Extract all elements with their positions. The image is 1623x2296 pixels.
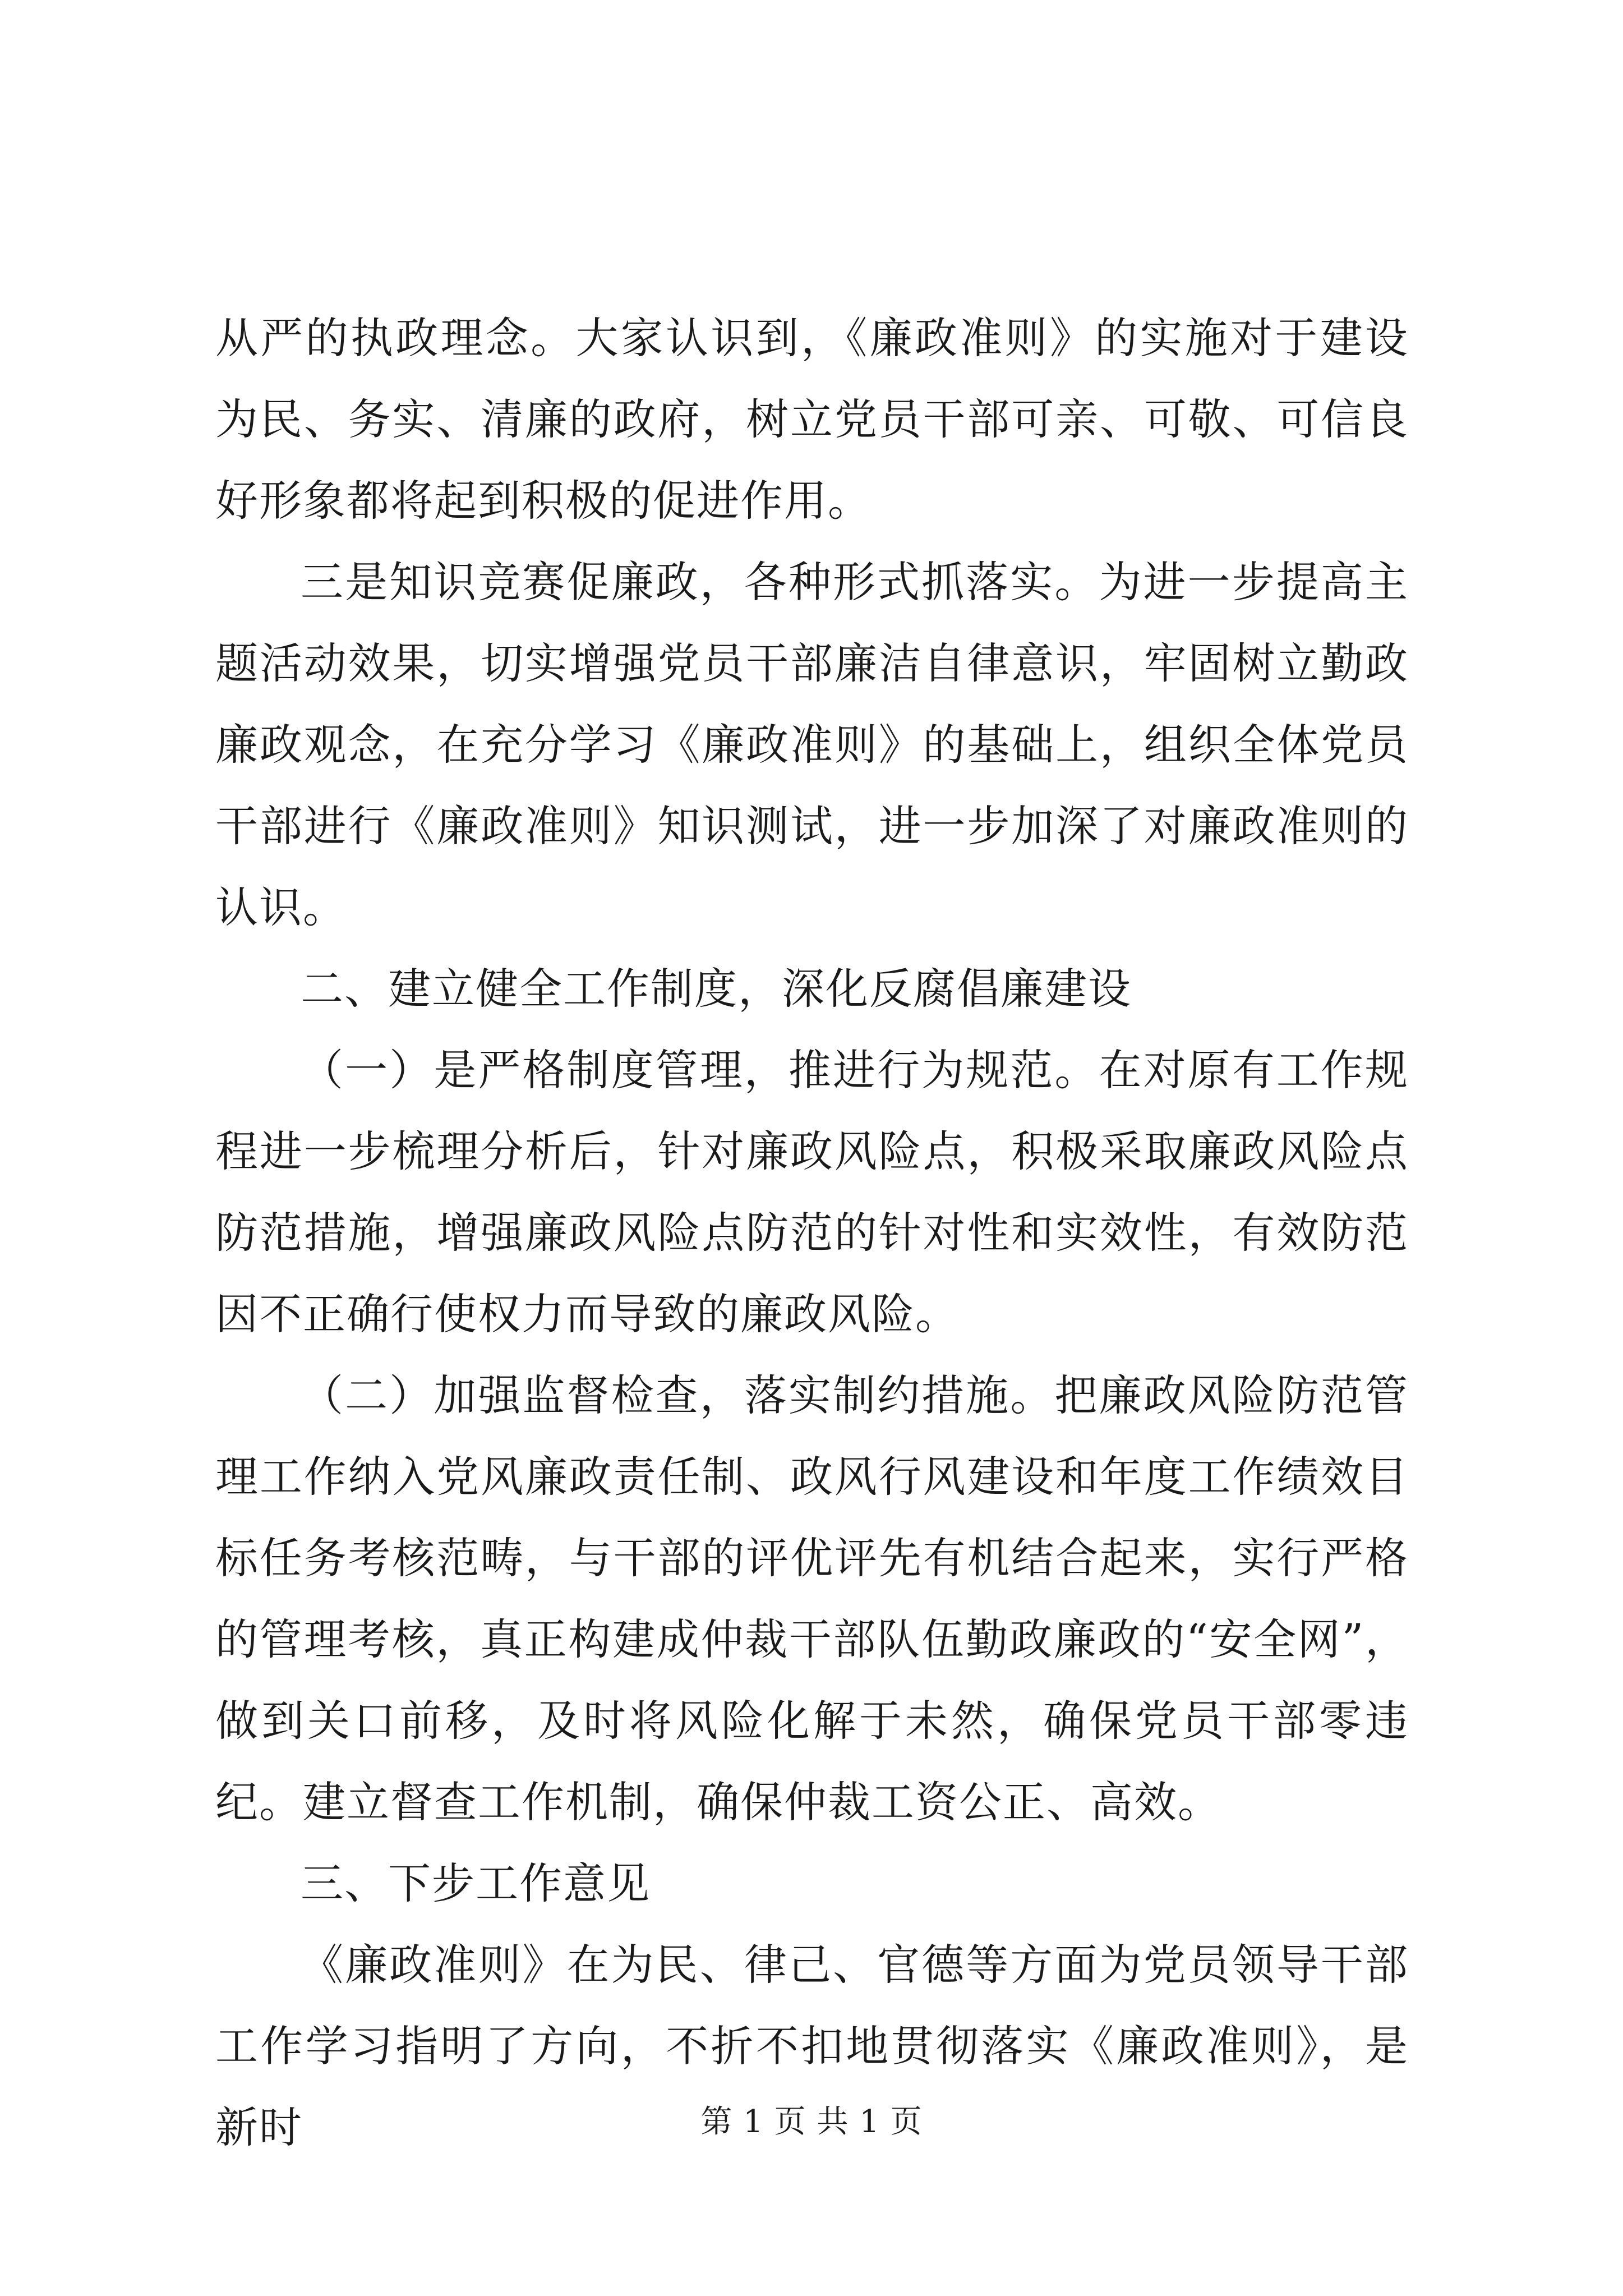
section-heading-two: 二、建立健全工作制度，深化反腐倡廉建设 [301, 964, 1132, 1014]
paragraph-item-one: （一）是严格制度管理，推进行为规范。在对原有工作规程进一步梳理分析后，针对廉政风险点，积极采取廉政风险点防范措施，增强廉政风险点防范的针对性和实效性，有效防范因不正确行使权力而导致的廉政风险。 [215, 1045, 1409, 1339]
section-heading-three: 三、下步工作意见 [301, 1858, 651, 1908]
paragraph-knowledge-contest: 三是知识竞赛促廉政，各种形式抓落实。为进一步提高主题活动效果，切实增强党员干部廉洁自律意识，牢固树立勤政廉政观念，在充分学习《廉政准则》的基础上，组织全体党员干部进行《廉政准则》知识测试，进一步加深了对廉政准则的认识。 [215, 557, 1409, 932]
page-number-footer: 第 1 页 共 1 页 [700, 2104, 923, 2140]
paragraph-item-two: （二）加强监督检查，落实制约措施。把廉政风险防范管理工作纳入党风廉政责任制、政风行风建设和年度工作绩效目标任务考核范畴，与干部的评优评先有机结合起来，实行严格的管理考核，真正构建成仲裁干部队伍勤政廉政的“安全网”，做到关口前移，及时将风险化解于未然，确保党员干部零违纪。建立督查工作机制，确保仲裁工资公正、高效。 [215, 1370, 1409, 1827]
document-body [215, 297, 1409, 2168]
paragraph-continuation: 从严的执政理念。大家认识到，《廉政准则》的实施对于建设为民、务实、清廉的政府，树立党员干部可亲、可敬、可信良好形象都将起到积极的促进作用。 [215, 313, 1409, 526]
paragraph-next-steps: 《廉政准则》在为民、律己、官德等方面为党员领导干部工作学习指明了方向，不折不扣地贯彻落实《廉政准则》，是新时 [215, 1940, 1409, 2152]
